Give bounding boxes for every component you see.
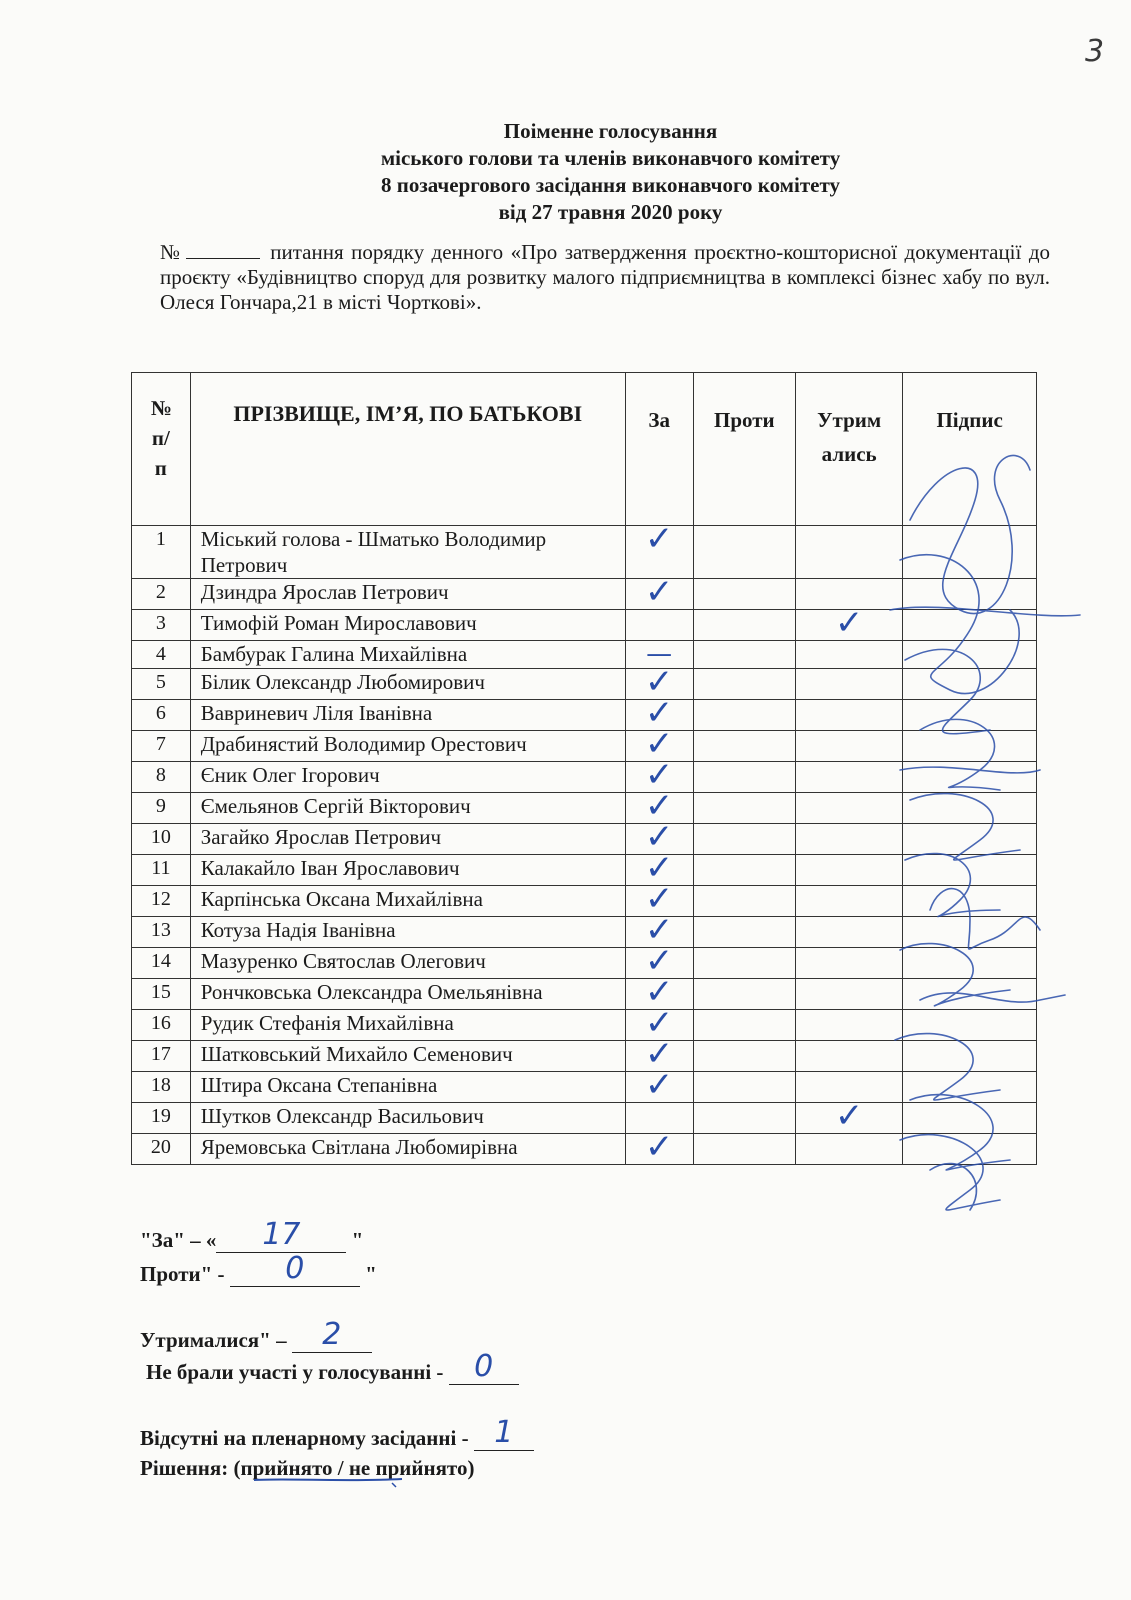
row-number: 13 xyxy=(132,917,191,948)
row-against-cell xyxy=(693,917,796,948)
summary-against-label: Проти" - xyxy=(140,1262,225,1286)
row-number: 8 xyxy=(132,762,191,793)
row-name: Єник Олег Ігорович xyxy=(190,762,625,793)
row-yes-cell xyxy=(625,1065,693,1105)
summary-absent-line xyxy=(474,1415,534,1451)
row-number: 16 xyxy=(132,1010,191,1041)
summary-absent xyxy=(140,1415,534,1451)
row-name: Карпінська Оксана Михайлівна xyxy=(190,886,625,917)
row-number: 11 xyxy=(132,855,191,886)
row-yes-cell xyxy=(625,519,693,579)
summary-against xyxy=(140,1251,377,1287)
summary-against-value: 0 xyxy=(285,1251,305,1286)
row-name: Загайко Ярослав Петрович xyxy=(190,824,625,855)
check-mark-icon: ✓ xyxy=(644,662,674,702)
row-name: Штира Оксана Степанівна xyxy=(190,1072,625,1103)
row-name: Міський голова - Шматько Володимир Петрович xyxy=(190,526,625,579)
check-mark-icon: ✓ xyxy=(644,972,674,1012)
row-number: 18 xyxy=(132,1072,191,1103)
row-number: 19 xyxy=(132,1103,191,1134)
row-against-cell xyxy=(693,1041,796,1072)
row-against-cell xyxy=(693,669,796,700)
check-mark-icon: ✓ xyxy=(644,910,674,950)
row-against-cell xyxy=(693,824,796,855)
dash-mark: — xyxy=(646,639,673,669)
summary-decision-label: Рішення: xyxy=(140,1456,229,1480)
row-number: 14 xyxy=(132,948,191,979)
row-number: 4 xyxy=(132,641,191,669)
signatures-scribble xyxy=(880,440,1090,1230)
row-name: Білик Олександр Любомирович xyxy=(190,669,625,700)
row-against-cell xyxy=(693,979,796,1010)
decision-underline xyxy=(252,1474,412,1488)
row-number: 9 xyxy=(132,793,191,824)
row-number: 15 xyxy=(132,979,191,1010)
check-mark-icon: ✓ xyxy=(644,817,674,857)
row-name: Шутков Олександр Васильович xyxy=(190,1103,625,1134)
row-number: 20 xyxy=(132,1134,191,1165)
row-number: 5 xyxy=(132,669,191,700)
row-name: Яремовська Світлана Любомирівна xyxy=(190,1134,625,1165)
check-mark-icon: ✓ xyxy=(644,693,674,733)
summary-yes xyxy=(140,1217,364,1253)
title-line-3: 8 позачергового засідання виконавчого комітету xyxy=(380,173,841,197)
row-against-cell xyxy=(693,855,796,886)
row-name: Тимофій Роман Мирославович xyxy=(190,610,625,641)
check-mark-icon: ✓ xyxy=(644,1127,674,1167)
summary-abstain-value: 2 xyxy=(322,1317,342,1352)
check-mark-icon: ✓ xyxy=(644,1003,674,1043)
row-number: 12 xyxy=(132,886,191,917)
header-signature: Підпис xyxy=(903,373,1037,526)
header-abstain: Утрим ались xyxy=(796,373,903,526)
summary-yes-label: "За" – « xyxy=(140,1228,217,1252)
summary-decision-text: (прийнято / не прийнято) xyxy=(233,1456,475,1480)
row-name: Бамбурак Галина Михайлівна xyxy=(190,641,625,669)
summary-yes-value: 17 xyxy=(262,1217,301,1252)
row-name: Драбинястий Володимир Орестович xyxy=(190,731,625,762)
row-against-cell xyxy=(693,526,796,579)
row-name: Рончковська Олександра Омельянівна xyxy=(190,979,625,1010)
summary-not-voted-label: Не брали участі у голосуванні - xyxy=(146,1360,444,1384)
summary-against-tail: " xyxy=(365,1262,377,1286)
row-against-cell xyxy=(693,1134,796,1165)
check-mark-icon: ✓ xyxy=(644,786,674,826)
row-yes-cell xyxy=(625,610,693,641)
row-against-cell xyxy=(693,700,796,731)
check-mark-icon: ✓ xyxy=(644,572,674,612)
summary-absent-label: Відсутні на пленарному засіданні - xyxy=(140,1426,469,1450)
row-name: Дзиндра Ярослав Петрович xyxy=(190,579,625,610)
header-against: Проти xyxy=(693,373,796,526)
agenda-number-blank xyxy=(186,244,260,259)
agenda-text: питання порядку денного «Про затвердження проєктно-кошторисної документації до проєкту «Будівництво споруд для розвитку малого підприємництва в комплексі бізнес хабу по вул. Олеся Гончара,21 в місті Чорткові». xyxy=(160,240,1051,314)
row-name: Мазуренко Святослав Олегович xyxy=(190,948,625,979)
summary-against-line xyxy=(230,1251,360,1287)
row-against-cell xyxy=(693,886,796,917)
header-name: ПРІЗВИЩЕ, ІМ’Я, ПО БАТЬКОВІ xyxy=(190,373,625,526)
check-mark-icon: ✓ xyxy=(644,755,674,795)
summary-absent-value: 1 xyxy=(494,1415,514,1450)
check-mark-icon: ✓ xyxy=(644,848,674,888)
check-mark-icon: ✓ xyxy=(644,879,674,919)
check-mark-icon: ✓ xyxy=(644,1065,674,1105)
row-against-cell xyxy=(693,610,796,641)
row-name: Рудик Стефанія Михайлівна xyxy=(190,1010,625,1041)
header-number: № п/ п xyxy=(132,373,191,526)
row-number: 10 xyxy=(132,824,191,855)
row-name: Шатковський Михайло Семенович xyxy=(190,1041,625,1072)
summary-not-voted-value: 0 xyxy=(474,1349,494,1384)
document-title xyxy=(0,118,1131,226)
row-against-cell xyxy=(693,1072,796,1103)
check-mark-icon: ✓ xyxy=(644,519,674,559)
row-yes-cell xyxy=(625,1127,693,1167)
summary-not-voted xyxy=(146,1349,519,1385)
row-against-cell xyxy=(693,1010,796,1041)
row-name: Калакайло Іван Ярославович xyxy=(190,855,625,886)
row-number: 2 xyxy=(132,579,191,610)
summary-abstain-line xyxy=(292,1317,372,1353)
summary-not-voted-line xyxy=(449,1349,519,1385)
check-mark-icon: ✓ xyxy=(644,724,674,764)
summary-yes-tail: " xyxy=(351,1228,364,1252)
row-against-cell xyxy=(693,641,796,669)
row-number: 7 xyxy=(132,731,191,762)
summary-yes-line xyxy=(216,1217,346,1253)
row-against-cell xyxy=(693,731,796,762)
row-name: Ваврин​евич Ліля Іванівна xyxy=(190,700,625,731)
check-mark-icon: ✓ xyxy=(834,603,864,643)
row-against-cell xyxy=(693,793,796,824)
page-number: 3 xyxy=(1085,34,1105,69)
title-line-1: Поіменне голосування xyxy=(503,119,718,143)
agenda-number-prefix: № xyxy=(160,240,183,264)
row-name: Ємельянов Сергій Вікторович xyxy=(190,793,625,824)
agenda-item xyxy=(160,240,1050,315)
header-yes: За xyxy=(625,373,693,526)
row-number: 3 xyxy=(132,610,191,641)
row-against-cell xyxy=(693,1103,796,1134)
title-line-2: міського голови та членів виконавчого комітету xyxy=(380,146,841,170)
check-mark-icon: ✓ xyxy=(834,1096,864,1136)
row-number: 17 xyxy=(132,1041,191,1072)
title-line-4: від 27 травня 2020 року xyxy=(498,200,723,224)
check-mark-icon: ✓ xyxy=(644,1034,674,1074)
summary-abstain xyxy=(140,1317,372,1353)
check-mark-icon: ✓ xyxy=(644,941,674,981)
row-number: 6 xyxy=(132,700,191,731)
summary-abstain-label: Утрималися" – xyxy=(140,1328,287,1352)
row-against-cell xyxy=(693,948,796,979)
row-against-cell xyxy=(693,579,796,610)
row-against-cell xyxy=(693,762,796,793)
row-name: Котуза Надія Іванівна xyxy=(190,917,625,948)
row-number: 1 xyxy=(132,526,191,579)
row-yes-cell xyxy=(625,572,693,612)
